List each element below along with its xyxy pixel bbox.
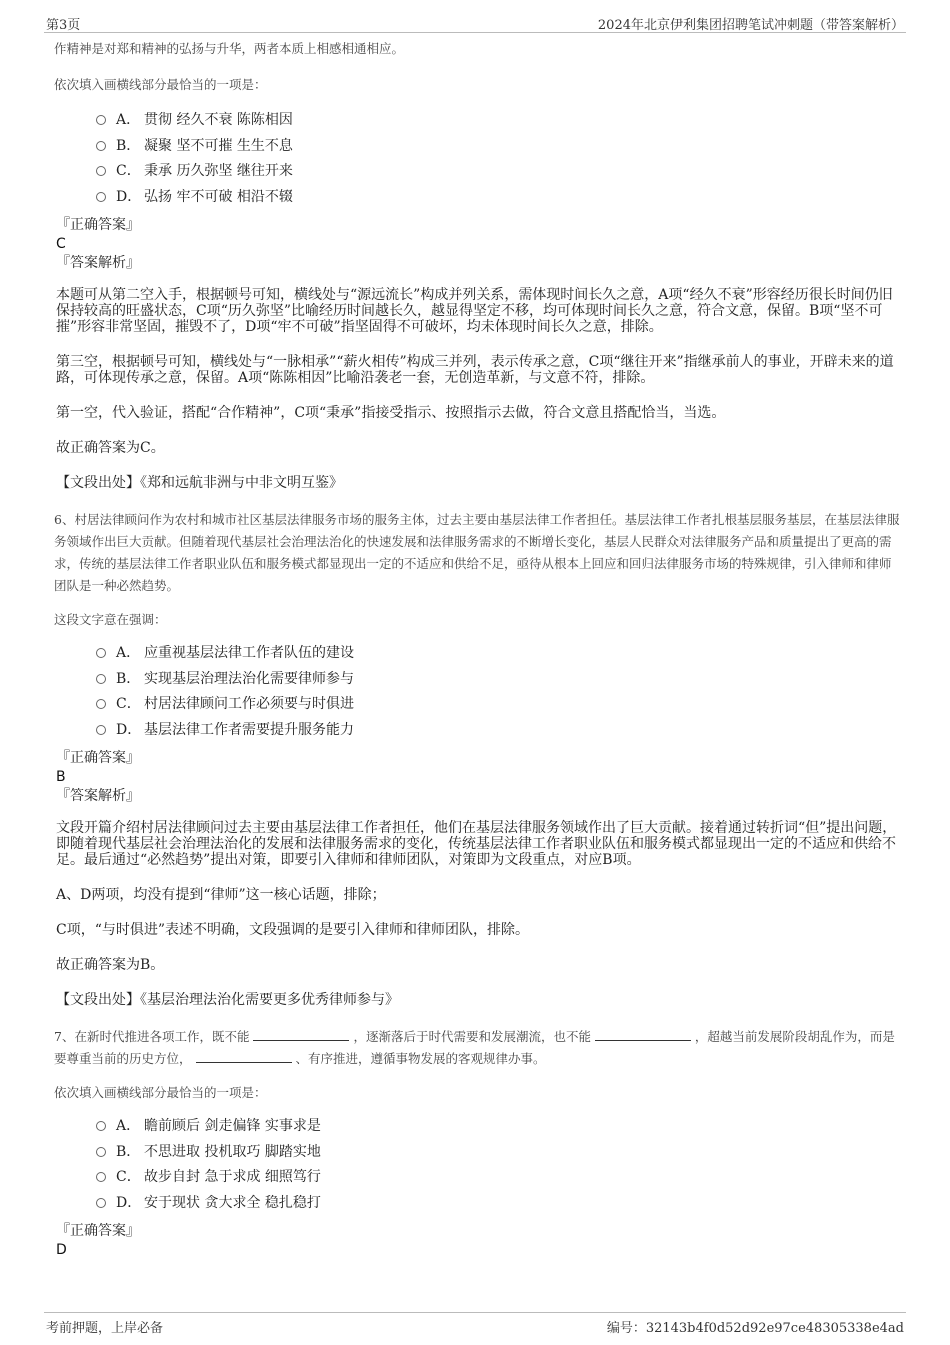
q6-option-d[interactable]: D． 基层法律工作者需要提升服务能力 (96, 718, 900, 744)
document-code: 编号：32143b4f0d52d92e97ce48305338e4ad (606, 1321, 904, 1336)
q6-answer: B (56, 769, 66, 785)
q7-prompt: 依次填入画横线部分最恰当的一项是： (54, 1085, 267, 1100)
q5-analysis-label: 『答案解析』 (56, 255, 140, 271)
radio-icon[interactable] (96, 1172, 106, 1182)
q6-option-c[interactable]: C． 村居法律顾问工作必须要与时俱进 (96, 692, 900, 718)
page-header (44, 10, 906, 33)
q5-analysis-2: 第三空，根据顿号可知，横线处与“一脉相承”“薪火相传”构成三并列，表示传承之意，C项“继往开来”指继承前人的事业，开辟未来的道路，可体现传承之意，保留。A项“陈陈相因”比喻沿袭老一套，无创造革新，与文意不符，排除。 (56, 354, 894, 386)
document-body (54, 38, 900, 1260)
q5-option-d[interactable]: D． 弘扬 牢不可破 相沿不辍 (96, 185, 900, 211)
q6-option-b[interactable]: B． 实现基层治理法治化需要律师参与 (96, 667, 900, 693)
q5-option-c[interactable]: C． 秉承 历久弥坚 继往开来 (96, 159, 900, 185)
q7-option-c[interactable]: C． 故步自封 急于求成 细照笃行 (96, 1165, 900, 1191)
blank-line (196, 1050, 292, 1063)
q7-option-d[interactable]: D． 安于现状 贪大求全 稳扎稳打 (96, 1191, 900, 1217)
q7-options (96, 1114, 900, 1216)
carryover-text: 作精神是对郑和精神的弘扬与升华，两者本质上相感相通相应。 (54, 41, 405, 56)
document-title: 2024年北京伊利集团招聘笔试冲刺题（带答案解析） (597, 18, 904, 33)
page-footer (44, 1312, 906, 1341)
radio-icon[interactable] (96, 1147, 106, 1157)
radio-icon[interactable] (96, 1121, 106, 1131)
radio-icon[interactable] (96, 648, 106, 658)
q5-options (96, 108, 900, 210)
q7-stem: 7、在新时代推进各项工作，既不能 ，逐渐落后于时代需要和发展潮流，也不能 ，超越当前发展阶段胡乱作为，而是要尊重当前的历史方位， 、有序推进，遵循事物发展的客观规律办事。 (54, 1029, 895, 1066)
radio-icon[interactable] (96, 699, 106, 709)
q5-analysis-3: 第一空，代入验证，搭配“合作精神”，C项“秉承”指接受指示、按照指示去做，符合文意且搭配恰当，当选。 (56, 405, 726, 421)
q5-answer: C (56, 236, 66, 252)
q6-analysis-3: C项，“与时俱进”表述不明确，文段强调的是要引入律师和律师团队，排除。 (56, 922, 530, 938)
radio-icon[interactable] (96, 1198, 106, 1208)
q5-analysis-4: 故正确答案为C。 (56, 440, 165, 456)
q6-answer-label: 『正确答案』 (56, 750, 140, 766)
q5-analysis-1: 本题可从第二空入手，根据顿号可知，横线处与“源远流长”构成并列关系，需体现时间长久之意，A项“经久不衰”形容经历很长时间仍旧保持较高的旺盛状态，C项“历久弥坚”比喻经历时间越长久，越显得坚定不移，均可体现时间长久之意，符合文意，保留。B项“坚不可摧”形容非常坚固，摧毁不了，D项“牢不可破”指坚固得不可破坏，均未体现时间长久之意，排除。 (56, 287, 893, 335)
blank-line (253, 1028, 349, 1041)
page-number: 第3页 (46, 18, 81, 33)
q7-answer-label: 『正确答案』 (56, 1223, 140, 1239)
q6-analysis-2: A、D两项，均没有提到“律师”这一核心话题，排除； (56, 887, 386, 903)
footer-slogan: 考前押题，上岸必备 (46, 1321, 164, 1336)
radio-icon[interactable] (96, 674, 106, 684)
blank-line (595, 1028, 691, 1041)
q5-answer-label: 『正确答案』 (56, 217, 140, 233)
q5-option-a[interactable]: A． 贯彻 经久不衰 陈陈相因 (96, 108, 900, 134)
q5-option-b[interactable]: B． 凝聚 坚不可摧 生生不息 (96, 134, 900, 160)
radio-icon[interactable] (96, 166, 106, 176)
q7-option-b[interactable]: B． 不思进取 投机取巧 脚踏实地 (96, 1140, 900, 1166)
q6-option-a[interactable]: A． 应重视基层法律工作者队伍的建设 (96, 641, 900, 667)
q6-options (96, 641, 900, 743)
q6-analysis-label: 『答案解析』 (56, 788, 140, 804)
radio-icon[interactable] (96, 141, 106, 151)
q6-stem: 6、村居法律顾问作为农村和城市社区基层法律服务市场的服务主体，过去主要由基层法律工作者担任。基层法律工作者扎根基层服务基层，在基层法律服务领域作出巨大贡献。但随着现代基层社会治理法治化的快速发展和法律服务需求的不断增长变化，基层人民群众对法律服务产品和质量提出了更高的需求，传统的基层法律工作者职业队伍和服务模式都显现出一定的不适应和供给不足，亟待从根本上回应和回归法律服务市场的特殊规律，引入律师和律师团队是一种必然趋势。 (54, 512, 900, 593)
q6-analysis-4: 故正确答案为B。 (56, 957, 165, 973)
q6-analysis-1: 文段开篇介绍村居法律顾问过去主要由基层法律工作者担任，他们在基层法律服务领域作出了巨大贡献。接着通过转折词“但”提出问题，即随着现代基层社会治理法治化的发展和法律服务需求的变化，传统基层法律工作者职业队伍和服务模式都显现出一定的不适应和供给不足。最后通过“必然趋势”提出对策，即要引入律师和律师团队，对策即为文段重点，对应B项。 (56, 820, 897, 868)
radio-icon[interactable] (96, 115, 106, 125)
q6-source: 【文段出处】《基层治理法治化需要更多优秀律师参与》 (56, 992, 399, 1008)
radio-icon[interactable] (96, 192, 106, 202)
q6-prompt: 这段文字意在强调： (54, 612, 167, 627)
q7-option-a[interactable]: A． 瞻前顾后 剑走偏锋 实事求是 (96, 1114, 900, 1140)
radio-icon[interactable] (96, 725, 106, 735)
q7-answer: D (56, 1242, 67, 1258)
q5-source: 【文段出处】《郑和远航非洲与中非文明互鉴》 (56, 475, 343, 491)
q5-prompt: 依次填入画横线部分最恰当的一项是： (54, 77, 267, 92)
